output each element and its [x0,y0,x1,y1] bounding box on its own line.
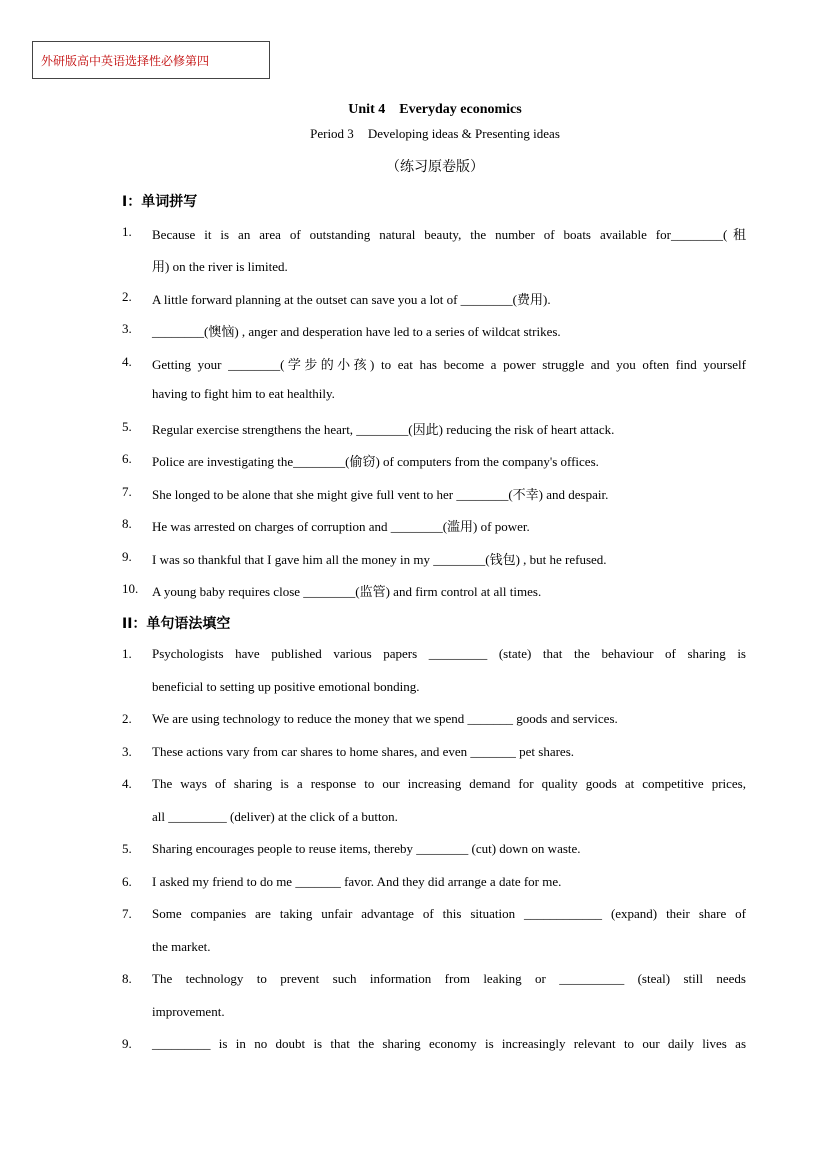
item-number: 7. [122,906,132,921]
section-heading-spelling: I：单词拼写 [122,194,198,210]
item-number: 10. [122,581,139,596]
item-text: He was arrested on charges of corruption and ________(滥用) of power. [152,519,530,534]
unit-name: Everyday economics [399,102,522,117]
item-number: 1. [122,224,132,239]
item-text: Sharing encourages people to reuse items, thereby ________ (cut) down on waste. [152,841,581,856]
item-number: 5. [122,419,132,434]
item-text: Regular exercise strengthens the heart, ________(因此) reducing the risk of heart attack. [152,422,615,437]
item-number: 5. [122,841,132,856]
item-text: having to fight him to eat healthily. [152,386,335,401]
period-number: Period 3 [310,126,354,141]
item-number: 3. [122,744,132,759]
item-number: 2. [122,711,132,726]
item-number: 6. [122,874,132,889]
item-number: 2. [122,289,132,304]
item-text: A little forward planning at the outset can save you a lot of ________(费用). [152,292,551,307]
header-label-box [32,41,270,79]
item-number: 8. [122,971,132,986]
item-text: improvement. [152,1004,225,1019]
item-text: _________ is in no doubt is that the sharing economy is increasingly relevant to our daily lives as [152,1036,746,1051]
unit-number: Unit 4 [348,102,386,117]
item-text: We are using technology to reduce the money that we spend _______ goods and services. [152,711,618,726]
item-text: the market. [152,939,211,954]
item-text: ________(懊恼) , anger and desperation have led to a series of wildcat strikes. [152,324,561,339]
header-label: 外研版高中英语选择性必修第四 [41,54,210,68]
unit-title [0,102,827,118]
item-text: The ways of sharing is a response to our increasing demand for quality goods at competitive prices, [152,776,746,791]
item-text: Police are investigating the________(偷窃) of computers from the company's offices. [152,454,599,469]
item-number: 4. [122,354,132,369]
item-text: Psychologists have published various papers _________ (state) that the behaviour of sharing is [152,646,746,661]
item-number: 4. [122,776,132,791]
item-text: I asked my friend to do me _______ favor. And they did arrange a date for me. [152,874,562,889]
item-text: The technology to prevent such information from leaking or __________ (steal) still needs [152,971,746,986]
item-text: A young baby requires close ________(监管) and firm control at all times. [152,584,542,599]
item-text: all _________ (deliver) at the click of a button. [152,809,398,824]
item-number: 1. [122,646,132,661]
item-number: 8. [122,516,132,531]
section-heading-grammar: II：单句语法填空 [122,616,231,632]
item-text: beneficial to setting up positive emotional bonding. [152,679,420,694]
item-text: These actions vary from car shares to home shares, and even _______ pet shares. [152,744,574,759]
item-number: 9. [122,549,132,564]
item-text: She longed to be alone that she might give full vent to her ________(不幸) and despair. [152,487,609,502]
item-number: 3. [122,321,132,336]
item-text: Because it is an area of outstanding natural beauty, the number of boats available for________(租 [152,227,746,242]
version-label: （练习原卷版） [386,159,484,175]
item-text: I was so thankful that I gave him all the money in my ________(钱包) , but he refused. [152,552,607,567]
item-number: 6. [122,451,132,466]
item-number: 7. [122,484,132,499]
item-number: 9. [122,1036,132,1051]
period-name: Developing ideas & Presenting ideas [367,126,560,141]
item-text: Getting your ________(学步的小孩) to eat has become a power struggle and you often find yourself [152,357,746,372]
item-text: Some companies are taking unfair advantage of this situation ____________ (expand) their share of [152,906,746,921]
period-title [0,126,827,142]
item-text: 用) on the river is limited. [152,259,288,274]
